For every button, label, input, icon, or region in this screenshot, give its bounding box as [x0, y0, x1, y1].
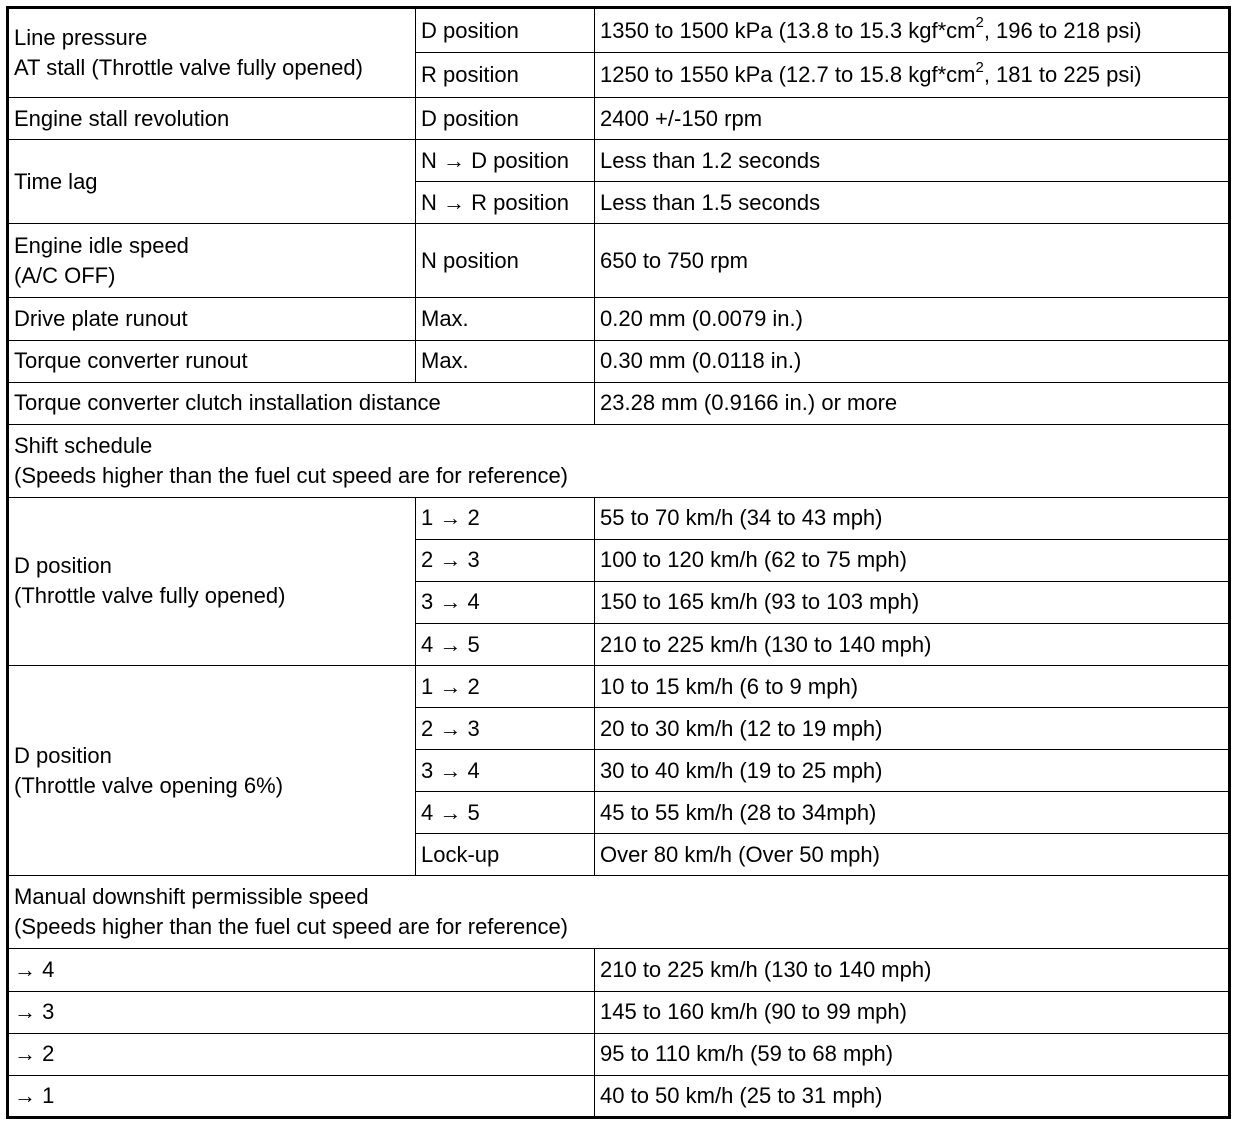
value-cell: Less than 1.2 seconds	[595, 140, 1230, 182]
value-cell: Less than 1.5 seconds	[595, 182, 1230, 224]
value-cell: 45 to 55 km/h (28 to 34mph)	[595, 792, 1230, 834]
value-cell: 150 to 165 km/h (93 to 103 mph)	[595, 581, 1230, 623]
condition-cell: N → D position	[416, 140, 595, 182]
shift-cell: Lock-up	[416, 834, 595, 876]
condition-cell: R position	[416, 53, 595, 98]
condition-cell: Max.	[416, 340, 595, 382]
value-cell: 40 to 50 km/h (25 to 31 mph)	[595, 1075, 1230, 1117]
table-row	[8, 1033, 1230, 1075]
value-cell: 30 to 40 km/h (19 to 25 mph)	[595, 750, 1230, 792]
condition-cell: D position	[416, 98, 595, 140]
section-header	[8, 424, 1230, 497]
value-cell: 650 to 750 rpm	[595, 224, 1230, 298]
value-text: 1350 to 1500 kPa (13.8 to 15.3 kgf*cm	[600, 17, 976, 43]
value-cell: 20 to 30 km/h (12 to 19 mph)	[595, 708, 1230, 750]
shift-cell: 3 → 4	[416, 581, 595, 623]
gear-cell: → 2	[8, 1033, 595, 1075]
table-row	[8, 224, 1230, 298]
table-row	[8, 8, 1230, 53]
section-note: (Speeds higher than the fuel cut speed are for reference)	[14, 914, 569, 940]
value-cell: 23.28 mm (0.9166 in.) or more	[595, 382, 1230, 424]
row-label: Time lag	[8, 140, 416, 224]
value-cell: 55 to 70 km/h (34 to 43 mph)	[595, 497, 1230, 539]
row-label	[8, 497, 416, 665]
label-line: (A/C OFF)	[14, 262, 116, 288]
table-row	[8, 340, 1230, 382]
value-cell	[595, 53, 1230, 98]
condition-cell: N position	[416, 224, 595, 298]
value-text: , 196 to 218 psi)	[983, 17, 1142, 43]
row-label: Torque converter clutch installation distance	[8, 382, 595, 424]
superscript: 2	[975, 14, 984, 32]
spec-table	[6, 6, 1231, 1119]
section-header-row	[8, 424, 1230, 497]
value-cell: 95 to 110 km/h (59 to 68 mph)	[595, 1033, 1230, 1075]
table-row	[8, 98, 1230, 140]
table-row	[8, 949, 1230, 991]
value-cell: 210 to 225 km/h (130 to 140 mph)	[595, 949, 1230, 991]
row-label: Torque converter runout	[8, 340, 416, 382]
row-label	[8, 666, 416, 876]
section-note: (Speeds higher than the fuel cut speed are for reference)	[14, 462, 569, 488]
line-pressure-label	[8, 8, 416, 98]
gear-cell: → 1	[8, 1075, 595, 1117]
shift-cell: 4 → 5	[416, 623, 595, 665]
value-text: 1250 to 1550 kPa (12.7 to 15.8 kgf*cm	[600, 62, 976, 88]
label-line: (Throttle valve fully opened)	[14, 583, 286, 609]
value-cell: 0.30 mm (0.0118 in.)	[595, 340, 1230, 382]
value-cell: Over 80 km/h (Over 50 mph)	[595, 834, 1230, 876]
table-row	[8, 140, 1230, 182]
value-cell: 145 to 160 km/h (90 to 99 mph)	[595, 991, 1230, 1033]
condition-cell: D position	[416, 8, 595, 53]
row-label	[8, 224, 416, 298]
label-line: (Throttle valve opening 6%)	[14, 772, 284, 798]
label-line: D position	[14, 742, 112, 768]
row-label: Engine stall revolution	[8, 98, 416, 140]
shift-cell: 2 → 3	[416, 539, 595, 581]
section-header	[8, 876, 1230, 949]
value-cell: 0.20 mm (0.0079 in.)	[595, 298, 1230, 340]
gear-cell: → 3	[8, 991, 595, 1033]
shift-cell: 3 → 4	[416, 750, 595, 792]
shift-cell: 2 → 3	[416, 708, 595, 750]
table-row	[8, 298, 1230, 340]
table-row	[8, 991, 1230, 1033]
label-line: AT stall (Throttle valve fully opened)	[14, 55, 363, 81]
condition-cell: Max.	[416, 298, 595, 340]
value-cell: 10 to 15 km/h (6 to 9 mph)	[595, 666, 1230, 708]
condition-cell: N → R position	[416, 182, 595, 224]
label-line: D position	[14, 553, 112, 579]
section-title: Shift schedule	[14, 432, 153, 458]
table-row	[8, 497, 1230, 539]
label-line: Line pressure	[14, 25, 148, 51]
table-row	[8, 666, 1230, 708]
value-cell	[595, 8, 1230, 53]
shift-cell: 1 → 2	[416, 497, 595, 539]
gear-cell: → 4	[8, 949, 595, 991]
table-row	[8, 382, 1230, 424]
table-row	[8, 1075, 1230, 1117]
value-text: , 181 to 225 psi)	[983, 62, 1142, 88]
shift-cell: 4 → 5	[416, 792, 595, 834]
value-cell: 100 to 120 km/h (62 to 75 mph)	[595, 539, 1230, 581]
value-cell: 210 to 225 km/h (130 to 140 mph)	[595, 623, 1230, 665]
superscript: 2	[975, 58, 984, 76]
row-label: Drive plate runout	[8, 298, 416, 340]
section-title: Manual downshift permissible speed	[14, 884, 369, 910]
label-line: Engine idle speed	[14, 232, 189, 258]
shift-cell: 1 → 2	[416, 666, 595, 708]
value-cell: 2400 +/-150 rpm	[595, 98, 1230, 140]
section-header-row	[8, 876, 1230, 949]
